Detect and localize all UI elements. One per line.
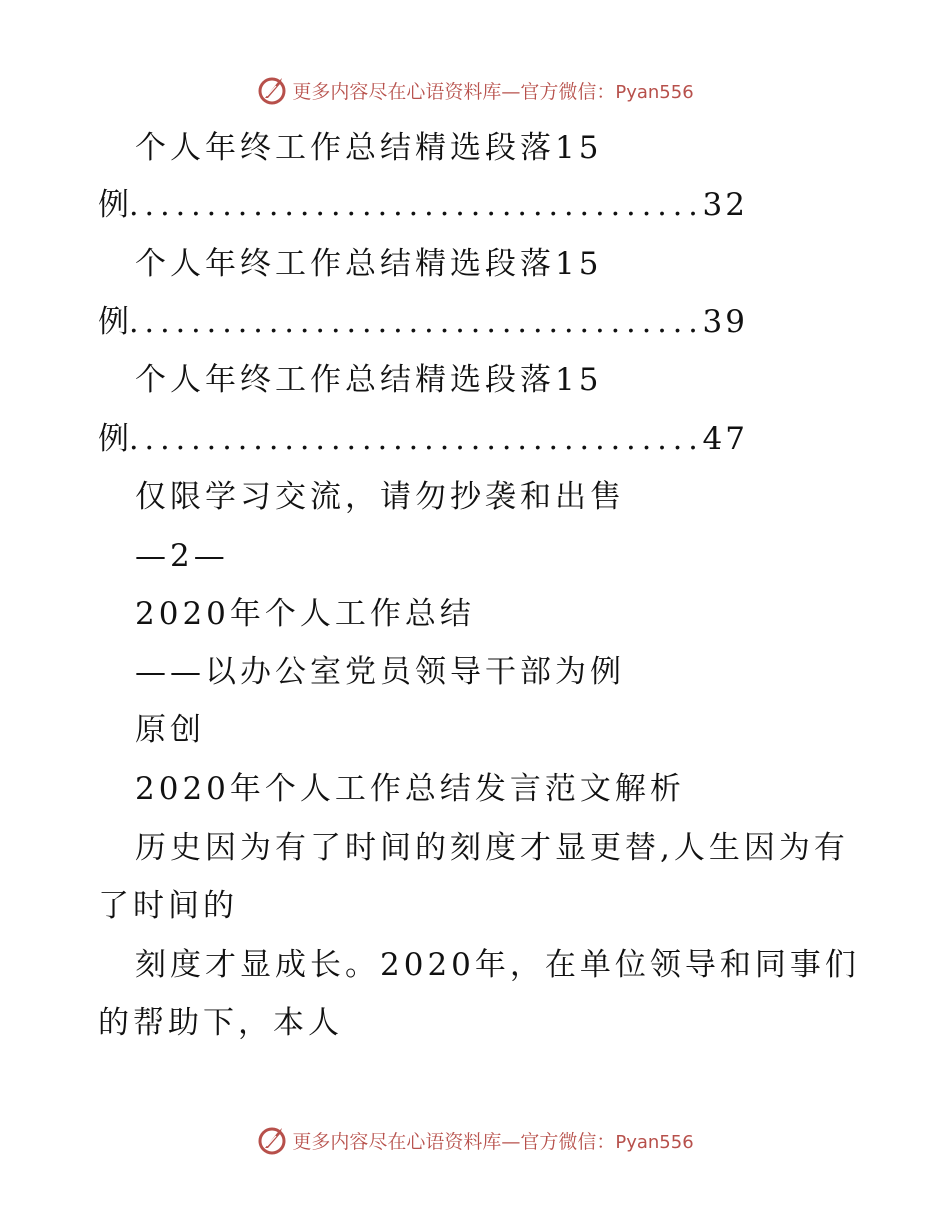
footer-watermark — [0, 1120, 950, 1160]
toc-entry-3-title: 个人年终工作总结精选段落15 — [135, 362, 603, 398]
original-tag: 原创 — [135, 712, 205, 748]
toc-entry-1-page: 32 — [702, 187, 748, 223]
paragraph-2-line-1: 刻度才显成长。2020年，在单位领导和同事们 — [135, 947, 860, 983]
watermark-text: 更多内容尽在心语资料库—官方微信：Pyan556 — [292, 80, 694, 103]
paragraph-2-line-2: 的帮助下，本人 — [98, 1005, 343, 1041]
watermark-text: 更多内容尽在心语资料库—官方微信：Pyan556 — [292, 1130, 694, 1153]
toc-entry-1-title: 个人年终工作总结精选段落15 — [135, 130, 603, 166]
toc-entry-1-tail: 例 — [98, 187, 129, 223]
usage-notice: 仅限学习交流，请勿抄袭和出售 — [135, 479, 625, 515]
toc-entry-1-leader — [98, 185, 748, 225]
dot-leader — [129, 186, 703, 226]
dot-leader — [129, 420, 703, 460]
toc-entry-2-tail: 例 — [98, 304, 129, 340]
section-heading: 2020年个人工作总结发言范文解析 — [135, 771, 685, 807]
toc-entry-2-title: 个人年终工作总结精选段落15 — [135, 246, 603, 282]
toc-entry-2-page: 39 — [702, 304, 748, 340]
header-watermark — [0, 70, 950, 110]
toc-entry-3-tail: 例 — [98, 421, 129, 457]
page-number: —2— — [135, 538, 229, 574]
feather-pen-logo-icon — [256, 1124, 288, 1156]
toc-entry-3-leader — [98, 419, 748, 459]
paragraph-1-line-2: 了时间的 — [98, 888, 238, 924]
document-subtitle: ——以办公室党员领导干部为例 — [135, 654, 625, 690]
toc-entry-2-leader — [98, 302, 748, 342]
document-title: 2020年个人工作总结 — [135, 596, 475, 632]
dot-leader — [129, 303, 703, 343]
paragraph-1-line-1: 历史因为有了时间的刻度才显更替,人生因为有 — [135, 830, 849, 866]
toc-entry-3-page: 47 — [702, 421, 748, 457]
feather-pen-logo-icon — [256, 74, 288, 106]
